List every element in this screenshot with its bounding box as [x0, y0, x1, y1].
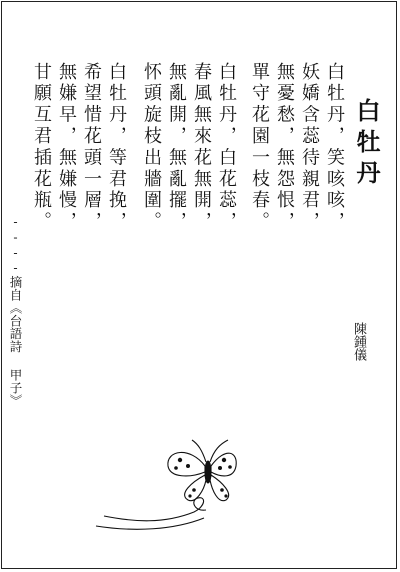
butterfly-icon — [94, 432, 244, 532]
poem-line: 白牡丹，笑咳咳， — [324, 62, 345, 234]
poem-line: 無嫌早，無嫌慢， — [56, 62, 77, 234]
poem-line: 春風無來花無開， — [191, 62, 212, 234]
poem-author: 陳鍾儀 — [351, 322, 366, 361]
poem-title: 白牡丹 — [352, 98, 381, 191]
poem-line: 白牡丹，等君挽， — [106, 62, 127, 234]
poem-line: 怀頭旋枝出牆圍。 — [141, 62, 162, 234]
poem-line: 妖嬌含蕊待親君， — [299, 62, 320, 234]
document-page — [1, 1, 397, 569]
poem-line: 無亂開，無亂擺， — [166, 62, 187, 234]
poem-line: 無憂愁，無怨恨， — [274, 62, 295, 234]
poem-line: 希望惜花頭一層， — [81, 62, 102, 234]
poem-line: 甘願互君插花瓶。 — [31, 62, 52, 234]
poem-line: 單守花園一枝春。 — [249, 62, 270, 234]
source-note: ----摘自《台語詩 甲子》 — [8, 214, 23, 408]
poem-line: 白牡丹，白花蕊， — [216, 62, 237, 234]
